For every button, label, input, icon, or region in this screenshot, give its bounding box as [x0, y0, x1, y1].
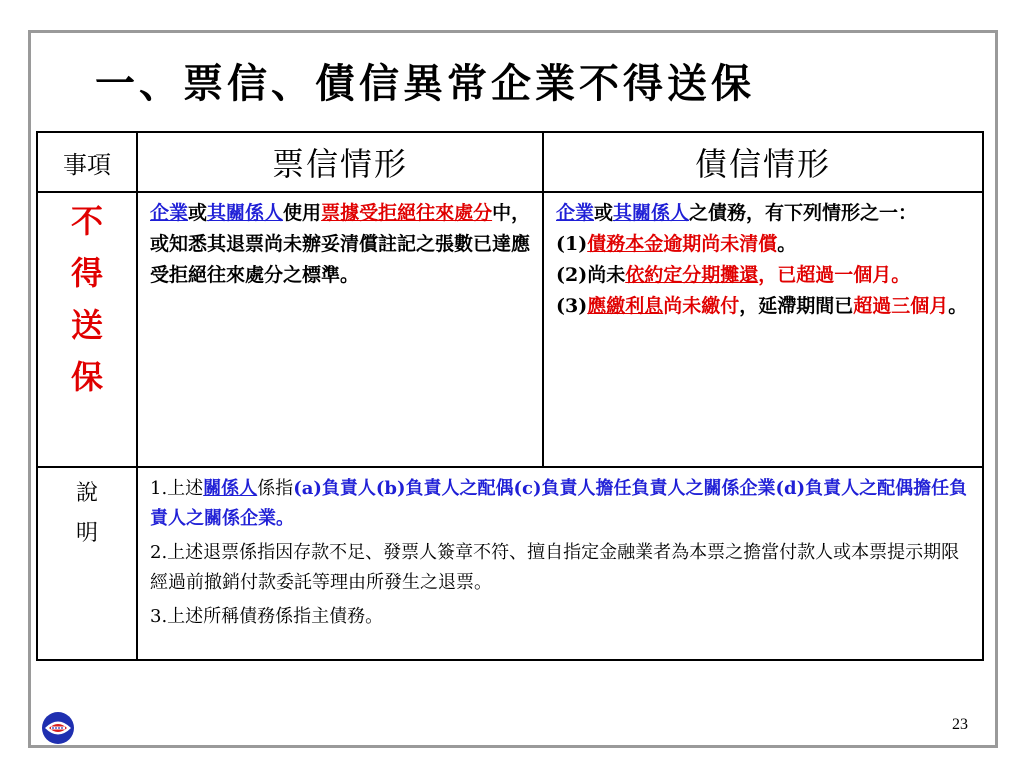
- bill-credit-condition: [137, 192, 543, 467]
- category-char: 說: [75, 481, 98, 506]
- term-interest: 應繳利息: [587, 295, 664, 317]
- text-use: 使用: [283, 202, 322, 224]
- header-item: 事項: [37, 132, 137, 192]
- text-or: 或: [594, 202, 614, 224]
- note-1-definition: (a)負責人(b)負責人之配偶(c)負責人擔任負責人之關係企業(d)負責人之配偶擔任負責人之關係企業。: [150, 478, 968, 529]
- header-bill-credit: 票信情形: [137, 132, 543, 192]
- term-enterprise: 企業: [150, 202, 189, 224]
- category-not-eligible: [37, 192, 137, 467]
- note-3: 3.上述所稱債務係指主債務。: [150, 606, 384, 627]
- notes-cell: [137, 467, 983, 660]
- text-bill-rest: 中，或知悉其退票尚未辦妥清償註記之張數已達應受拒絕往來處分之標準。: [150, 202, 531, 286]
- term-rejected-account: 票據受拒絕往來處分: [321, 202, 493, 224]
- debt-item-2: [556, 260, 974, 291]
- category-char: 明: [75, 521, 98, 546]
- note-1-prefix: 1.上述: [150, 478, 204, 499]
- rules-table: [36, 131, 984, 661]
- term-related-party: 其關係人: [613, 202, 690, 224]
- term-related-party: 關係人: [203, 478, 258, 499]
- debt-intro: [556, 198, 974, 229]
- debt-credit-condition: [543, 192, 983, 467]
- text-overdue: 逾期尚未清償: [663, 233, 778, 255]
- category-char: 保: [70, 358, 103, 396]
- text-period: 。: [948, 295, 968, 317]
- text-delayed: ，延滯期間已: [739, 295, 854, 317]
- term-installment: 依約定分期攤還: [625, 264, 759, 286]
- text-or: 或: [188, 202, 208, 224]
- category-char: 不: [70, 202, 103, 240]
- category-notes: [37, 467, 137, 660]
- slide-title: 一、票信、債信異常企業不得送保: [95, 60, 755, 107]
- term-principal: 債務本金: [587, 233, 664, 255]
- term-related-party: 其關係人: [207, 202, 284, 224]
- note-1: [150, 474, 974, 534]
- debt-item-3: [556, 291, 974, 322]
- table-header-row: [37, 132, 983, 192]
- text-over-one-month: ，已超過一個月。: [758, 264, 911, 286]
- debt-item-1: [556, 229, 974, 260]
- text-three-months: 超過三個月: [853, 295, 949, 317]
- category-char: 得: [70, 254, 103, 292]
- text-debt-intro: 之債務，有下列情形之一：: [689, 202, 918, 224]
- table-row-notes: [37, 467, 983, 660]
- table-row-not-eligible: [37, 192, 983, 467]
- item-number: (2): [556, 264, 588, 286]
- page-number: 23: [952, 716, 968, 733]
- text-unpaid: 尚未繳付: [663, 295, 740, 317]
- text-period: 。: [777, 233, 797, 255]
- item-number: (3): [556, 295, 588, 317]
- note-2: 2.上述退票係指因存款不足、發票人簽章不符、擅自指定金融業者為本票之擔當付款人或本票提示期限經過前撤銷付款委託等理由所發生之退票。: [150, 542, 960, 593]
- header-debt-credit: 債信情形: [543, 132, 983, 192]
- item-number: (1): [556, 233, 588, 255]
- note-1-refers: 係指: [257, 478, 294, 499]
- term-enterprise: 企業: [556, 202, 595, 224]
- organization-logo-icon: [41, 711, 75, 745]
- text-not-yet: 尚未: [587, 264, 626, 286]
- category-char: 送: [70, 306, 103, 344]
